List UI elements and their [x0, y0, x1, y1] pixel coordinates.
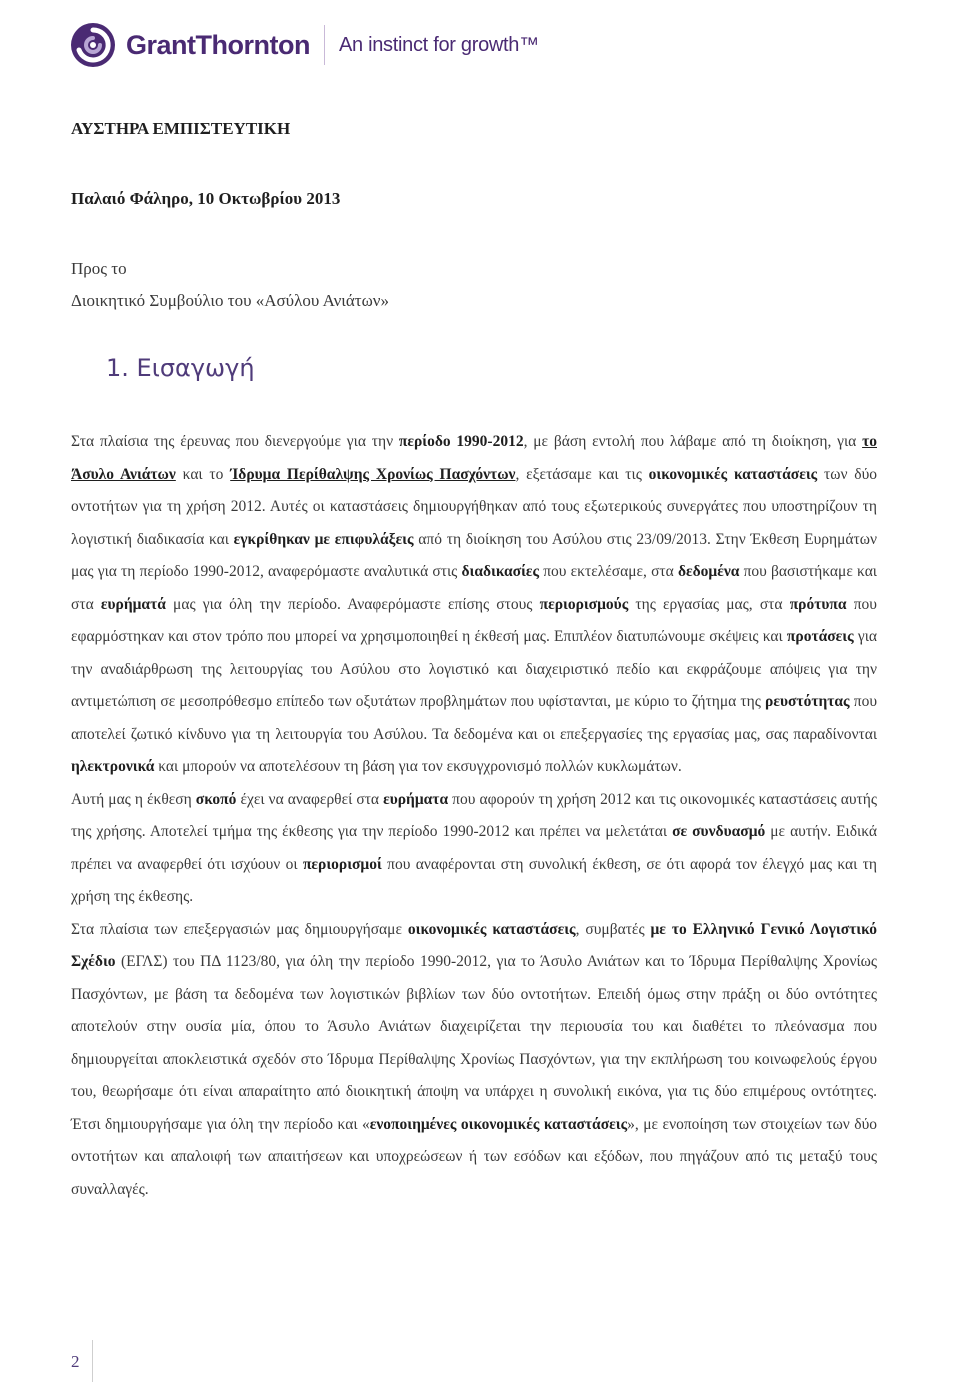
asylum-link: το Άσυλο Ανιάτων: [71, 433, 877, 483]
logo-divider: [324, 25, 325, 65]
paragraph-1: Στα πλαίσια της έρευνας που διενεργούμε για την περίοδο 1990-2012, με βάση εντολή που λάβαμε από τη διοίκηση, για το Άσυλο Ανιάτων και το Ίδρυμα Περίθαλψης Χρονίως Πασχόντων, εξετάσαμε και τις οικονομικές καταστάσεις των δύο οντοτήτων για τη χρήση 2012. Αυτές οι καταστάσεις δημιουργήθηκαν από τους εξωτερικούς συνεργάτες που υποστηρίζουν τη λογιστική διαδικασία και εγκρίθηκαν με επιφυλάξεις από τη διοίκηση του Ασύλου στις 23/09/2013. Στην Έκθεση Ευρημάτων μας για τη περίοδο 1990-2012, αναφερόμαστε αναλυτικά στις διαδικασίες που εκτελέσαμε, στα δεδομένα που βασιστήκαμε και στα ευρήματά μας για όλη την περίοδο. Αναφερόμαστε επίσης στους περιορισμούς της εργασίας μας, στα πρότυπα που εφαρμόστηκαν και στον τρόπο που μπορεί να χρησιμοποιηθεί η έκθεσή μας. Επιπλέον διατυπώνουμε σκέψεις και προτάσεις για την αναδιάρθρωση της λειτουργίας του Ασύλου στο λογιστικό και διαχειριστικό πεδίο και εκφράζουμε απόψεις για την αντιμετώπιση σε μεσοπρόθεσμο επίπεδο των οξυτάτων προβλημάτων που υφίστανται, με κύριο το ζήτημα της ρευστότητας που αποτελεί ζωτικό κίνδυνο για τη λειτουργία του Ασύλου. Τα δεδομένα και οι επεξεργασίες της εργασίας μας, σας παραδίνονται ηλεκτρονικά και μπορούν να αποτελέσουν τη βάση για τον εκσυγχρονισμό πολλών κυκλωμάτων.: [71, 433, 878, 775]
recipient-line-1: Προς το: [71, 259, 127, 278]
section-heading: 1. Εισαγωγή: [106, 354, 255, 382]
recipient-line-2: Διοικητικό Συμβούλιο του «Ασύλου Ανιάτων»: [71, 291, 389, 310]
grant-thornton-swirl-icon: [70, 22, 116, 68]
grant-thornton-logo: [70, 20, 539, 70]
logo-name: GrantThornton: [126, 29, 310, 60]
foundation-link: Ίδρυμα Περίθαλψης Χρονίως Πασχόντων: [230, 465, 516, 483]
page-number: 2: [71, 1352, 80, 1371]
paragraph-2: Αυτή μας η έκθεση σκοπό έχει να αναφερθεί στα ευρήματα που αφορούν τη χρήση 2012 και τις οικονομικές καταστάσεις αυτής της χρήσης. Αποτελεί τμήμα της έκθεσης για την περίοδο 1990-2012 και πρέπει να μελετάται σε συνδυασμό με αυτήν. Ειδικά πρέπει να αναφερθεί ότι ισχύουν οι περιορισμοί που αναφέρονται στη συνολική έκθεση, σε ότι αφορά τον έλεγχό μας και τη χρήση της έκθεσης.: [71, 790, 877, 905]
confidential-label: ΑΥΣΤΗΡΑ ΕΜΠΙΣΤΕΥΤΙΚΗ: [71, 119, 291, 138]
paragraph-3: Στα πλαίσια των επεξεργασιών μας δημιουργήσαμε οικονομικές καταστάσεις, συμβατές με το Ελληνικό Γενικό Λογιστικό Σχέδιο (ΕΓΛΣ) του ΠΔ 1123/80, για όλη την περίοδο 1990-2012, για το Άσυλο Ανιάτων και το Ίδρυμα Περίθαλψης Χρονίως Πασχόντων, με βάση τα δεδομένα των λογιστικών βιβλίων των δύο οντοτήτων. Επειδή όμως στην πράξη οι δύο οντότητες αποτελούν στην ουσία μία, όπου το Άσυλο Ανιάτων διαχειρίζεται την περιουσία του και διαθέτει το πλεόνασμα που δημιουργείται αποκλειστικά σχεδόν στο Ίδρυμα Περίθαλψης Χρονίως Πασχόντων, για την εκπλήρωση του κοινωφελούς έργου του, θεωρήσαμε ότι είναι απαραίτητο από διοικητική άποψη να υπάρχει η συνολική εικόνα, για τις δύο επιμέρους οντότητες. Έτσι δημιουργήσαμε για όλη την περίοδο και «ενοποιημένες οικονομικές καταστάσεις», με ενοποίηση των στοιχείων των δύο οντοτήτων και απαλοιφή των απαιτήσεων και υποχρεώσεων ή των εσόδων και εξόδων, που πηγάζουν από τις μεταξύ τους συναλλαγές.: [71, 920, 877, 1198]
logo-tagline: An instinct for growth™: [338, 33, 539, 56]
document-body: [71, 426, 877, 1206]
footer-rule: [92, 1340, 93, 1382]
place-date: Παλαιό Φάληρο, 10 Οκτωβρίου 2013: [71, 189, 341, 208]
